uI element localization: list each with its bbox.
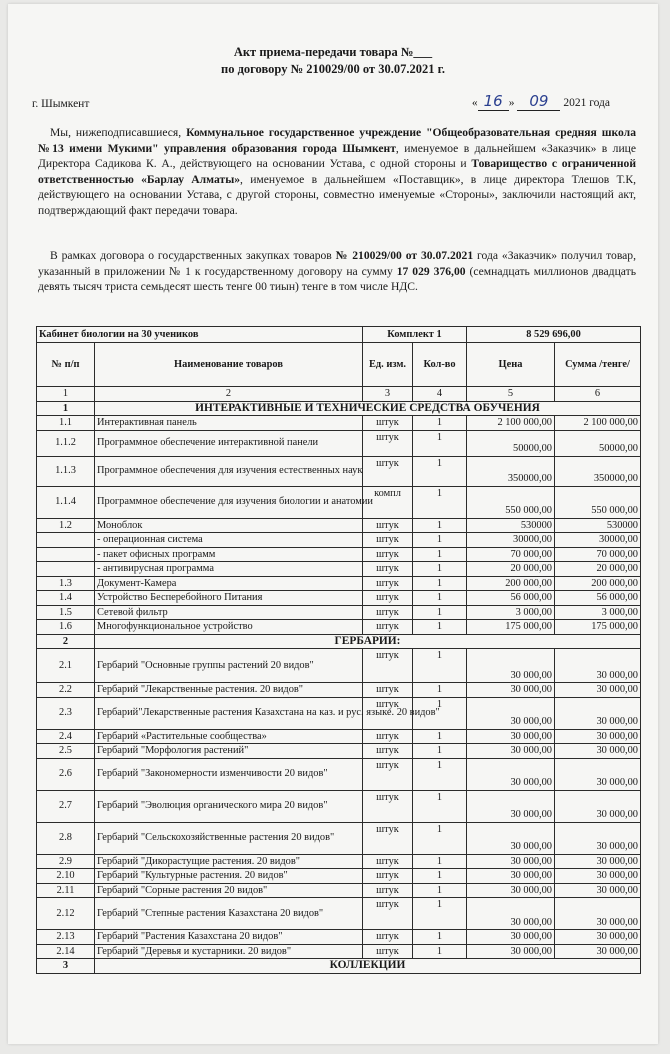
table-row <box>37 547 641 562</box>
header-num: № п/п <box>37 343 95 387</box>
row-price: 30 000,00 <box>467 790 555 822</box>
row-price: 70 000,00 <box>467 547 555 562</box>
row-sum: 30000,00 <box>555 533 641 548</box>
row-sum: 530000 <box>555 518 641 533</box>
table-row <box>37 591 641 606</box>
p1-text-b: , именуемое в дальнейшем «Заказчик» в лице Директора Садикова К. А., действующего на основании Устава, с одной стороны и <box>38 141 637 170</box>
row-price: 30 000,00 <box>467 898 555 930</box>
row-unit: штук <box>363 869 413 884</box>
table-header-row <box>37 343 641 387</box>
document-date <box>472 92 610 110</box>
table-row <box>37 430 641 456</box>
document-subtitle: по договору № 210029/00 от 30.07.2021 г. <box>221 62 445 76</box>
col-number: 6 <box>555 387 641 402</box>
row-name: Гербарий "Деревья и кустарники. 20 видов" <box>95 944 363 959</box>
p2-text-a: В рамках договора о государственных закупках товаров <box>50 249 336 262</box>
row-number: 1.5 <box>37 605 95 620</box>
row-unit: штук <box>363 456 413 486</box>
col-number: 1 <box>37 387 95 402</box>
row-sum: 30 000,00 <box>555 697 641 729</box>
row-unit: штук <box>363 758 413 790</box>
row-unit: штук <box>363 898 413 930</box>
table-row <box>37 576 641 591</box>
table-row <box>37 729 641 744</box>
row-qty: 1 <box>413 930 467 945</box>
row-name: Гербарий"Лекарственные растения Казахстана на каз. и рус. языке. 20 видов" <box>95 697 363 729</box>
section-title: ГЕРБАРИИ: <box>95 634 641 649</box>
row-qty: 1 <box>413 562 467 577</box>
row-price: 30 000,00 <box>467 822 555 854</box>
table-row <box>37 533 641 548</box>
row-price: 3 000,00 <box>467 605 555 620</box>
row-sum: 20 000,00 <box>555 562 641 577</box>
contract-number: № 210029/00 от 30.07.2021 <box>335 249 474 262</box>
row-price: 30000,00 <box>467 533 555 548</box>
row-price: 30 000,00 <box>467 854 555 869</box>
row-price: 30 000,00 <box>467 744 555 759</box>
row-sum: 175 000,00 <box>555 620 641 635</box>
row-name: Гербарий "Лекарственные растения. 20 видов" <box>95 683 363 698</box>
row-name: Гербарий "Степные растения Казахстана 20 видов" <box>95 898 363 930</box>
table-caption-row <box>37 327 641 343</box>
row-number: 2.11 <box>37 883 95 898</box>
row-name: Сетевой фильтр <box>95 605 363 620</box>
row-sum: 3 000,00 <box>555 605 641 620</box>
section-number: 2 <box>37 634 95 649</box>
row-name: Документ-Камера <box>95 576 363 591</box>
row-price: 550 000,00 <box>467 486 555 518</box>
table-row <box>37 518 641 533</box>
row-name: Гербарий "Дикорастущие растения. 20 видов" <box>95 854 363 869</box>
header-unit: Ед. изм. <box>363 343 413 387</box>
table-row <box>37 930 641 945</box>
row-name: Гербарий "Сорные растения 20 видов" <box>95 883 363 898</box>
contract-sum: 17 029 376,00 <box>396 264 466 278</box>
row-number: 1.4 <box>37 591 95 606</box>
section-row <box>37 959 641 974</box>
row-unit: штук <box>363 729 413 744</box>
row-name: Интерактивная панель <box>95 416 363 431</box>
row-sum: 70 000,00 <box>555 547 641 562</box>
row-price: 2 100 000,00 <box>467 416 555 431</box>
row-unit: штук <box>363 822 413 854</box>
row-qty: 1 <box>413 591 467 606</box>
row-sum: 30 000,00 <box>555 758 641 790</box>
row-number: 1.3 <box>37 576 95 591</box>
row-sum: 30 000,00 <box>555 729 641 744</box>
header-name: Наименование товаров <box>95 343 363 387</box>
table-row <box>37 683 641 698</box>
row-unit: штук <box>363 744 413 759</box>
row-unit: штук <box>363 591 413 606</box>
contract-paragraph <box>38 248 636 295</box>
table-row <box>37 944 641 959</box>
section-row <box>37 634 641 649</box>
row-name: Гербарий "Культурные растения. 20 видов" <box>95 869 363 884</box>
table-row <box>37 456 641 486</box>
row-qty: 1 <box>413 576 467 591</box>
p2-text-b: года «Заказчик» получил товар, указанный в приложении № 1 к государственному договору на сумму <box>38 249 637 278</box>
row-name: Гербарий "Основные группы растений 20 видов" <box>95 649 363 683</box>
row-price: 50000,00 <box>467 430 555 456</box>
col-number: 5 <box>467 387 555 402</box>
section-title: ИНТЕРАКТИВНЫЕ И ТЕХНИЧЕСКИЕ СРЕДСТВА ОБУЧЕНИЯ <box>95 401 641 416</box>
row-name: Гербарий "Морфология растений" <box>95 744 363 759</box>
row-number: 2.2 <box>37 683 95 698</box>
row-unit: штук <box>363 790 413 822</box>
row-number: 1.1 <box>37 416 95 431</box>
row-unit: штук <box>363 518 413 533</box>
row-qty: 1 <box>413 620 467 635</box>
row-name: - пакет офисных программ <box>95 547 363 562</box>
row-sum: 350000,00 <box>555 456 641 486</box>
row-name: Многофункциональное устройство <box>95 620 363 635</box>
table-row <box>37 790 641 822</box>
row-sum: 30 000,00 <box>555 822 641 854</box>
row-number: 2.10 <box>37 869 95 884</box>
row-qty: 1 <box>413 790 467 822</box>
row-unit: штук <box>363 605 413 620</box>
row-qty: 1 <box>413 883 467 898</box>
table-row <box>37 854 641 869</box>
section-number: 1 <box>37 401 95 416</box>
date-month-handwritten: 09 <box>517 92 560 111</box>
row-name: Гербарий "Сельскохозяйственные растения 20 видов" <box>95 822 363 854</box>
row-unit: штук <box>363 649 413 683</box>
row-sum: 30 000,00 <box>555 854 641 869</box>
kit-total: 8 529 696,00 <box>467 327 641 343</box>
row-price: 30 000,00 <box>467 944 555 959</box>
row-name: Моноблок <box>95 518 363 533</box>
intro-paragraph <box>38 125 636 218</box>
row-qty: 1 <box>413 605 467 620</box>
table-row <box>37 416 641 431</box>
row-qty: 1 <box>413 547 467 562</box>
row-unit: штук <box>363 883 413 898</box>
table-row <box>37 744 641 759</box>
row-sum: 56 000,00 <box>555 591 641 606</box>
row-sum: 2 100 000,00 <box>555 416 641 431</box>
row-price: 200 000,00 <box>467 576 555 591</box>
table-row <box>37 697 641 729</box>
row-number: 2.14 <box>37 944 95 959</box>
col-number: 4 <box>413 387 467 402</box>
row-number <box>37 547 95 562</box>
column-number-row <box>37 387 641 402</box>
row-price: 30 000,00 <box>467 930 555 945</box>
table-caption: Кабинет биологии на 30 учеников <box>37 327 363 343</box>
row-sum: 50000,00 <box>555 430 641 456</box>
row-number <box>37 533 95 548</box>
date-day-handwritten: 16 <box>478 92 509 111</box>
row-number: 2.12 <box>37 898 95 930</box>
row-unit: компл <box>363 486 413 518</box>
row-name: Гербарий «Растительные сообщества» <box>95 729 363 744</box>
p1-text-c: , именуемое в дальнейшем «Поставщик», в лице директора Тлешов Т.К, действующего на основании Устава, с другой стороны, совместно именуемые «Стороны», заключили настоящий акт, подтверждающий факт передачи товара. <box>38 172 636 217</box>
row-price: 30 000,00 <box>467 758 555 790</box>
table-row <box>37 883 641 898</box>
table-row <box>37 822 641 854</box>
row-price: 350000,00 <box>467 456 555 486</box>
row-number: 1.1.2 <box>37 430 95 456</box>
row-price: 30 000,00 <box>467 729 555 744</box>
row-number <box>37 562 95 577</box>
header-sum: Сумма /тенге/ <box>555 343 641 387</box>
row-qty: 1 <box>413 944 467 959</box>
row-price: 175 000,00 <box>467 620 555 635</box>
table-row <box>37 605 641 620</box>
row-number: 1.1.4 <box>37 486 95 518</box>
row-sum: 200 000,00 <box>555 576 641 591</box>
date-year: 2021 года <box>563 97 610 109</box>
table-row <box>37 620 641 635</box>
row-price: 530000 <box>467 518 555 533</box>
header-price: Цена <box>467 343 555 387</box>
row-sum: 30 000,00 <box>555 869 641 884</box>
row-price: 30 000,00 <box>467 649 555 683</box>
row-qty: 1 <box>413 518 467 533</box>
table-row <box>37 898 641 930</box>
table-row <box>37 486 641 518</box>
row-name: - антивирусная программа <box>95 562 363 577</box>
section-title: КОЛЛЕКЦИИ <box>95 959 641 974</box>
p2-text-c: (семнадцать миллионов двадцать девять тысяч триста семьдесят шесть тенге 00 тиын) тенге в том числе НДС. <box>38 264 636 293</box>
row-number: 2.9 <box>37 854 95 869</box>
row-sum: 30 000,00 <box>555 883 641 898</box>
row-unit: штук <box>363 416 413 431</box>
row-unit: штук <box>363 562 413 577</box>
row-qty: 1 <box>413 744 467 759</box>
col-number: 3 <box>363 387 413 402</box>
row-qty: 1 <box>413 683 467 698</box>
row-unit: штук <box>363 430 413 456</box>
row-number: 2.4 <box>37 729 95 744</box>
row-sum: 30 000,00 <box>555 898 641 930</box>
row-sum: 30 000,00 <box>555 944 641 959</box>
row-name: Устройство Бесперебойного Питания <box>95 591 363 606</box>
header-qty: Кол-во <box>413 343 467 387</box>
row-name: Гербарий "Растения Казахстана 20 видов" <box>95 930 363 945</box>
row-sum: 30 000,00 <box>555 930 641 945</box>
row-number: 2.8 <box>37 822 95 854</box>
col-number: 2 <box>95 387 363 402</box>
row-unit: штук <box>363 930 413 945</box>
customer-name: Коммунальное государственное учреждение "Общеобразовательная средняя школа №13 имени Мукими" управления образования города Шымкент <box>38 126 636 155</box>
row-number: 2.7 <box>37 790 95 822</box>
row-qty: 1 <box>413 456 467 486</box>
row-sum: 30 000,00 <box>555 744 641 759</box>
document-page <box>8 4 658 1044</box>
row-name: Программное обеспечения для изучения естественных наук <box>95 456 363 486</box>
section-number: 3 <box>37 959 95 974</box>
row-unit: штук <box>363 683 413 698</box>
p1-text-a: Мы, нижеподписавшиеся, <box>50 126 187 139</box>
row-number: 1.2 <box>37 518 95 533</box>
row-qty: 1 <box>413 533 467 548</box>
row-sum: 30 000,00 <box>555 649 641 683</box>
row-qty: 1 <box>413 822 467 854</box>
row-price: 30 000,00 <box>467 883 555 898</box>
row-sum: 30 000,00 <box>555 683 641 698</box>
row-qty: 1 <box>413 854 467 869</box>
row-unit: штук <box>363 533 413 548</box>
row-qty: 1 <box>413 869 467 884</box>
goods-table <box>36 326 641 974</box>
row-name: - операционная система <box>95 533 363 548</box>
row-qty: 1 <box>413 729 467 744</box>
row-price: 56 000,00 <box>467 591 555 606</box>
row-unit: штук <box>363 576 413 591</box>
date-quote-open: « <box>471 97 478 109</box>
city: г. Шымкент <box>32 98 90 110</box>
row-price: 30 000,00 <box>467 869 555 884</box>
kit-label: Комплект 1 <box>363 327 467 343</box>
table-row <box>37 758 641 790</box>
row-number: 2.5 <box>37 744 95 759</box>
table-row <box>37 869 641 884</box>
row-sum: 30 000,00 <box>555 790 641 822</box>
row-qty: 1 <box>413 758 467 790</box>
row-unit: штук <box>363 547 413 562</box>
table-row <box>37 649 641 683</box>
date-quote-close: » <box>508 97 515 109</box>
row-unit: штук <box>363 697 413 729</box>
row-number: 2.13 <box>37 930 95 945</box>
section-row <box>37 401 641 416</box>
row-sum: 550 000,00 <box>555 486 641 518</box>
row-number: 1.1.3 <box>37 456 95 486</box>
row-qty: 1 <box>413 898 467 930</box>
row-unit: штук <box>363 620 413 635</box>
row-qty: 1 <box>413 430 467 456</box>
row-name: Гербарий "Эволюция органического мира 20 видов" <box>95 790 363 822</box>
row-unit: штук <box>363 854 413 869</box>
row-qty: 1 <box>413 649 467 683</box>
row-qty: 1 <box>413 416 467 431</box>
row-number: 2.3 <box>37 697 95 729</box>
table-row <box>37 562 641 577</box>
row-unit: штук <box>363 944 413 959</box>
row-number: 2.6 <box>37 758 95 790</box>
row-price: 20 000,00 <box>467 562 555 577</box>
document-title: Акт приема-передачи товара №___ <box>233 45 433 59</box>
row-price: 30 000,00 <box>467 697 555 729</box>
row-qty: 1 <box>413 486 467 518</box>
row-price: 30 000,00 <box>467 683 555 698</box>
supplier-name: Товарищество с ограниченной ответственностью «Барлау Алматы» <box>38 157 636 186</box>
row-name: Программное обеспечение интерактивной панели <box>95 430 363 456</box>
row-number: 1.6 <box>37 620 95 635</box>
row-number: 2.1 <box>37 649 95 683</box>
row-qty: 1 <box>413 697 467 729</box>
row-name: Гербарий "Закономерности изменчивости 20 видов" <box>95 758 363 790</box>
row-name: Программное обеспечение для изучения биологии и анатомии <box>95 486 363 518</box>
